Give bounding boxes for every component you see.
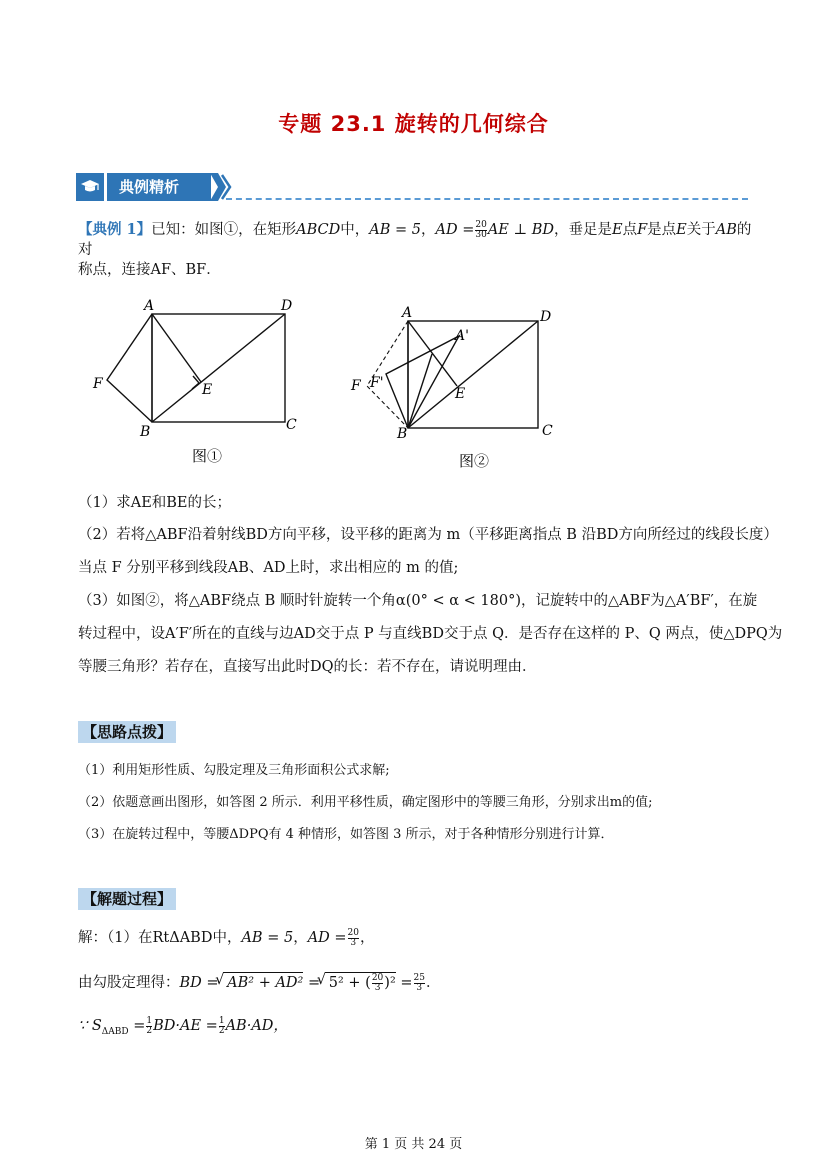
fraction: $\frac{20}{30}$ <box>475 219 487 240</box>
graduation-cap-icon <box>76 173 104 201</box>
label-c: C <box>542 423 553 439</box>
diagonal-bd <box>408 321 538 428</box>
label-d: D <box>540 309 552 325</box>
label-b: B <box>397 426 408 442</box>
figure-2 <box>345 298 570 478</box>
solution-tag: 【解题过程】 <box>78 888 176 910</box>
question-3-line-3: 等腰三角形？若存在，直接写出此时DQ的长：若不存在，请说明理由． <box>78 659 537 675</box>
segments-af-bf <box>107 314 152 422</box>
example-line-1: 【典例 1】已知：如图①，在矩形ABCD中，AB = 5，AD = $\frac{20}{30}$ AE ⊥ BD，垂足是E点F是点E关于AB的对 <box>78 219 752 258</box>
figure-2-caption: 图② <box>459 452 490 470</box>
label-c: C <box>286 417 297 433</box>
label-e: E <box>202 382 213 398</box>
question-3-line-2: 转过程中，设A′F′所在的直线与边AD交于点 P 与直线BD交于点 Q．是否存在这样的 P、Q 两点，使△DPQ为 <box>78 626 783 642</box>
fraction: $\frac{20}{3}$ <box>347 927 359 948</box>
label-a: A <box>144 298 155 314</box>
chevron-right-icon <box>210 173 232 201</box>
label-b: B <box>140 424 151 440</box>
sqrt-expression: √ 5² + ( $\frac{20}{3}$ )² <box>316 972 396 993</box>
label-f: F <box>351 378 361 394</box>
fraction: $\frac{1}{2}$ <box>146 1015 153 1036</box>
question-1: （1）求AE和BE的长； <box>78 495 232 511</box>
section-banner <box>76 173 226 201</box>
solution-line-3: ∵ $S_{\Delta ABD}$ = $\frac{1}{2}$ BD·AE = $\frac{1}{2}$ AB·AD， <box>78 1015 288 1037</box>
sqrt-expression: √ AB² + AD² <box>215 972 304 991</box>
example-line-2: 称点，连接AF、BF． <box>78 262 221 278</box>
page-title: 专题 23.1 旋转的几何综合 <box>278 112 549 136</box>
section-label: 典例精析 <box>107 173 211 201</box>
page-footer: 第 1 页 共 24 页 <box>364 1137 463 1152</box>
label-a: A <box>402 305 413 321</box>
fraction: $\frac{25}{3}$ <box>413 972 425 993</box>
figure-1 <box>88 295 318 475</box>
label-f-prime: F' <box>370 375 384 391</box>
section-divider <box>226 198 748 200</box>
solution-line-2: 由勾股定理得：BD = √ AB² + AD² = √ 5² + ( $\frac{20}{3}$ )² = $\frac{25}{3}$ ． <box>78 972 441 993</box>
fraction: $\frac{1}{2}$ <box>218 1015 225 1036</box>
figure-1-caption: 图① <box>192 447 223 465</box>
question-2-line-2: 当点 F 分别平移到线段AB、AD上时，求出相应的 m 的值; <box>78 560 459 576</box>
example-tag: 【典例 1】 <box>78 221 152 238</box>
label-f: F <box>93 376 103 392</box>
question-3-line-1: （3）如图②，将△ABF绕点 B 顺时针旋转一个角α(0° < α < 180°)，记旋转中的△ABF为△A′BF′，在旋 <box>78 593 758 609</box>
label-e: E <box>455 386 466 402</box>
segment-ae <box>152 314 201 382</box>
question-2-line-1: （2）若将△ABF沿着射线BD方向平移，设平移的距离为 m（平移距离指点 B 沿BD方向所经过的线段长度） <box>78 527 778 543</box>
hint-2: （2）依题意画出图形，如答图 2 所示．利用平移性质，确定图形中的等腰三角形，分别求出m的值; <box>78 795 653 810</box>
label-a-prime: A' <box>455 328 469 344</box>
hint-tag: 【思路点拨】 <box>78 721 176 743</box>
hint-3: （3）在旋转过程中，等腰ΔDPQ有 4 种情形，如答图 3 所示，对于各种情形分别进行计算． <box>78 827 614 842</box>
label-d: D <box>281 298 293 314</box>
diagonal-bd <box>152 314 285 422</box>
solution-line-1: 解：（1）在RtΔABD中，AB = 5，AD = $\frac{20}{3}$ ， <box>78 927 375 948</box>
hint-1: （1）利用矩形性质、勾股定理及三角形面积公式求解; <box>78 763 390 778</box>
